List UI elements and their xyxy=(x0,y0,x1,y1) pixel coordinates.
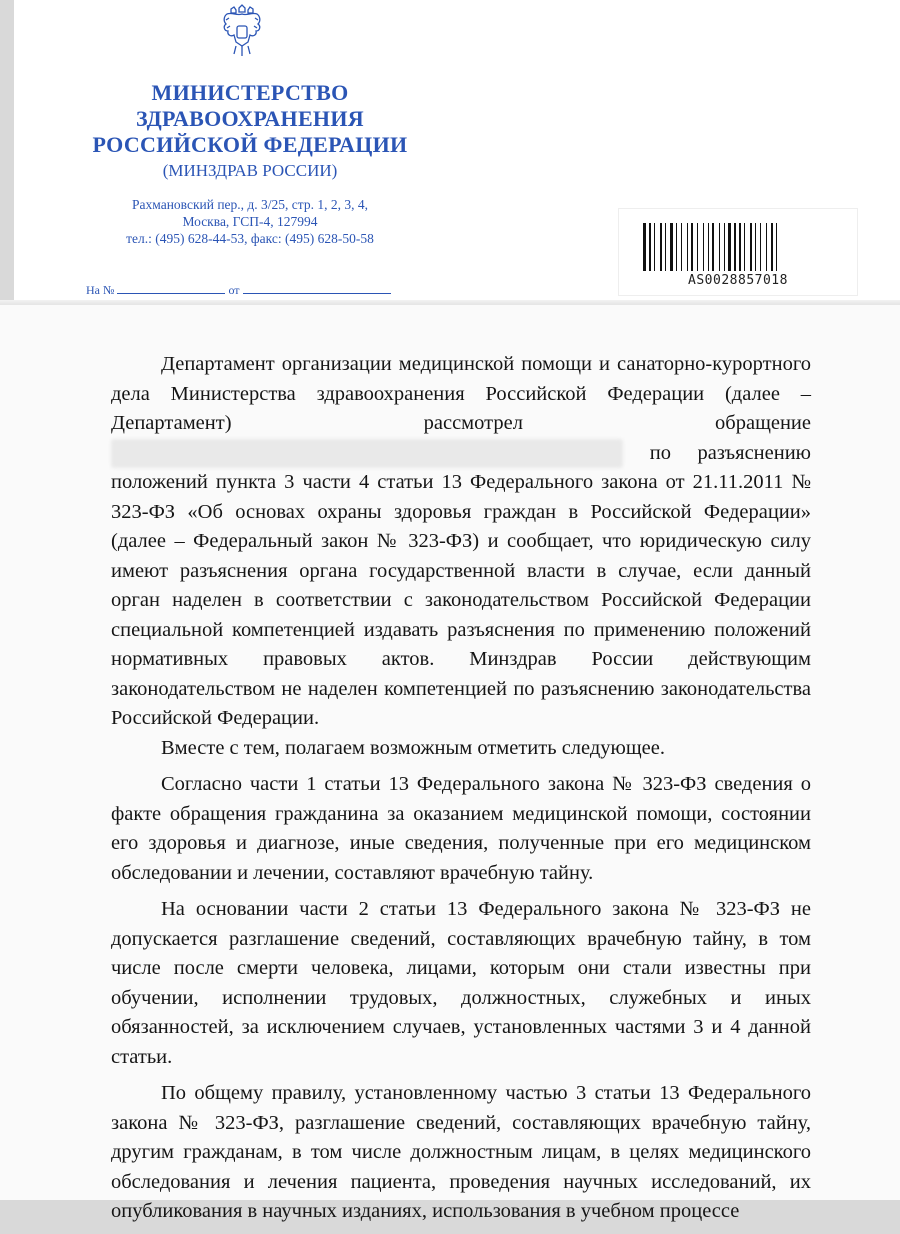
paragraph-2: Вместе с тем, полагаем возможным отметить следующее. xyxy=(161,736,665,759)
barcode-number: AS0028857018 xyxy=(688,273,788,288)
paragraph-3: Согласно части 1 статьи 13 Федерального закона № 323-ФЗ сведения о факте обращения гражданина за оказанием медицинской помощи, состоянии его здоровья и диагнозе, иные сведения, полученные при его медицинском обследовании и лечении, составляют врачебную тайну. xyxy=(111,773,811,884)
ministry-address xyxy=(60,196,440,247)
letter-body xyxy=(111,350,811,1234)
ministry-name-line1: МИНИСТЕРСТВО xyxy=(151,80,349,105)
ref-date-label: от xyxy=(228,283,240,297)
phone-line: тел.: (495) 628-44-53, факс: (495) 628-50-58 xyxy=(126,231,374,246)
paragraph-1-part-b: по разъяснению положений пункта 3 части 4 статьи 13 Федерального закона от 21.11.2011 № 323-ФЗ «Об основах охраны здоровья граждан в Российской Федерации» (далее – Федеральный закон № 323-ФЗ) и сообщает, что юридическую силу имеют разъяснения органа государственной власти в случае, если данный орган наделен в соответствии с законодательством Российской Федерации специальной компетенцией издавать разъяснения по применению положений нормативных правовых актов. Минздрав России действующим законодательством не наделен компетенцией по разъяснению законодательства Российской Федерации. xyxy=(111,441,811,729)
ref-number-label: На № xyxy=(86,283,115,297)
ref-number-blank xyxy=(117,281,225,294)
reference-line xyxy=(86,281,391,298)
ministry-short-name: (МИНЗДРАВ РОССИИ) xyxy=(162,161,338,180)
barcode-label xyxy=(618,208,858,296)
ministry-name-line3: РОССИЙСКОЙ ФЕДЕРАЦИИ xyxy=(92,132,408,157)
address-line-1: Рахмановский пер., д. 3/25, стр. 1, 2, 3, 4, xyxy=(132,197,368,212)
redacted-text xyxy=(111,439,623,469)
double-headed-eagle-icon xyxy=(218,4,266,60)
paragraph-5: По общему правилу, установленному частью 3 статьи 13 Федерального закона № 323-ФЗ, разглашение сведений, составляющих врачебную тайну, другим гражданам, в том числе должностным лицам, в целях медицинского обследования и лечения пациента, проведения научных исследований, их опубликования в научных изданиях, использования в учебном процессе xyxy=(111,1082,811,1222)
paragraph-1-part-a: Департамент организации медицинской помощи и санаторно-курортного дела Министерства здравоохранения Российской Федерации (далее – Департамент) рассмотрел обращение xyxy=(111,353,811,434)
barcode-icon xyxy=(641,223,835,271)
paragraph-1 xyxy=(111,350,811,734)
paragraph-4: На основании части 2 статьи 13 Федерального закона № 323-ФЗ не допускается разглашение сведений, составляющих врачебную тайну, в том числе после смерти человека, лицами, которым они стали известны при обучении, исполнении трудовых, должностных, служебных и иных обязанностей, за исключением случаев, установленных частями 3 и 4 данной статьи. xyxy=(111,898,811,1068)
ref-date-blank xyxy=(243,281,391,294)
address-line-2: Москва, ГСП-4, 127994 xyxy=(182,214,318,229)
ministry-name-line2: ЗДРАВООХРАНЕНИЯ xyxy=(136,106,364,131)
letterhead xyxy=(60,80,440,247)
